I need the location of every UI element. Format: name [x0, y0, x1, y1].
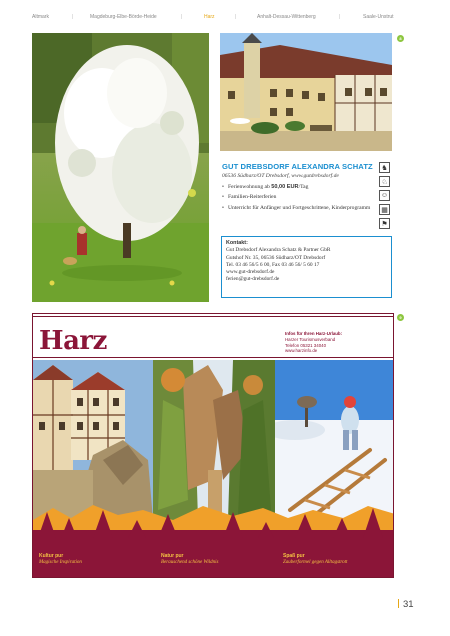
family-icon: ☺ — [380, 192, 389, 199]
page-number: 31 — [398, 599, 414, 610]
horse-icon: ♘ — [379, 176, 390, 187]
contact-website-link[interactable]: www.gut-drebsdorf.de — [226, 269, 275, 276]
info-phone: Telefon 05321 34040 — [285, 342, 327, 348]
nav-separator: | — [181, 14, 183, 20]
feature-list — [222, 184, 372, 215]
feature-item: • Unterricht für Anfänger und Fortgeschrittene, Kinderprogramm — [222, 205, 372, 212]
nav-separator: | — [339, 14, 341, 20]
info-organisation: Harzer Tourismusverband — [285, 336, 336, 342]
nav-item-anhalt[interactable]: Anhalt-Dessau-Wittenberg — [257, 14, 316, 20]
ad-top-rule — [33, 316, 394, 317]
sledding-photo — [275, 360, 394, 520]
building-icon: ▦ — [379, 204, 390, 215]
listing-address: 06536 Südharz/OT Drebsdorf, www.gutdrebsdorf.de — [222, 173, 339, 179]
region-nav — [32, 14, 402, 24]
nav-item-altmark[interactable]: Altmark — [32, 14, 49, 20]
info-website-link[interactable]: www.harzinfo.de — [285, 348, 318, 354]
ad-number-badge: 9 — [397, 314, 404, 321]
courtyard-photo — [220, 33, 392, 151]
ad-mid-rule — [33, 357, 394, 358]
listing-title: GUT DREBSDORF ALEXANDRA SCHATZ — [222, 162, 373, 171]
contact-company: Gut Drebsdorf Alexandra Schatz & Partner GbR — [226, 247, 331, 254]
forest-gorge-photo — [153, 360, 275, 520]
info-heading: Infos für Ihren Harz-Urlaub: — [285, 331, 343, 336]
nav-separator: | — [72, 14, 74, 20]
page-number-bar — [398, 599, 399, 608]
harz-advertisement — [32, 313, 394, 578]
caption-nature: Natur pur Berauschend schöne Wildnis — [161, 553, 219, 565]
town-rocks-photo — [33, 360, 153, 520]
feature-item: • Ferienwohnung ab 50,00 EUR/Tag — [222, 184, 372, 191]
blossom-tree-photo — [32, 33, 209, 302]
harz-logo: Harz — [39, 326, 107, 356]
nav-separator: | — [235, 14, 237, 20]
feature-item: • Familien-Reiterferien — [222, 194, 372, 201]
contact-address: Gutshof Nr. 35, 06536 Südharz/OT Drebsdorf — [226, 254, 326, 261]
horse-rider-icon: ♞ — [379, 162, 390, 173]
contact-phone: Tel. 03 46 56/5 6 00, Fax 03 46 56/ 5 60 17 — [226, 261, 320, 268]
forest-silhouette-band — [33, 500, 394, 578]
contact-email-link[interactable]: ferien@gut-drebsdorf.de — [226, 276, 280, 283]
harz-photo-strip — [33, 360, 394, 520]
price: 50,00 EUR — [271, 184, 299, 190]
nav-item-saale-unstrut[interactable]: Saale-Unstrut — [363, 14, 394, 20]
contact-box — [221, 236, 392, 298]
harz-info-block — [285, 331, 342, 354]
contact-heading: Kontakt: — [226, 240, 248, 246]
listing-number-badge: 8 — [397, 35, 404, 42]
nav-item-magdeburg[interactable]: Magdeburg-Elbe-Börde-Heide — [90, 14, 157, 20]
caption-fun: Spaß pur Zauberformel gegen Alltagstrott — [283, 553, 348, 565]
amenity-icons — [379, 162, 392, 232]
rider-jumping-icon: ⚑ — [379, 218, 390, 229]
nav-item-harz[interactable]: Harz — [204, 14, 215, 20]
caption-culture: Kultur pur Magische Inspiration — [39, 553, 82, 565]
